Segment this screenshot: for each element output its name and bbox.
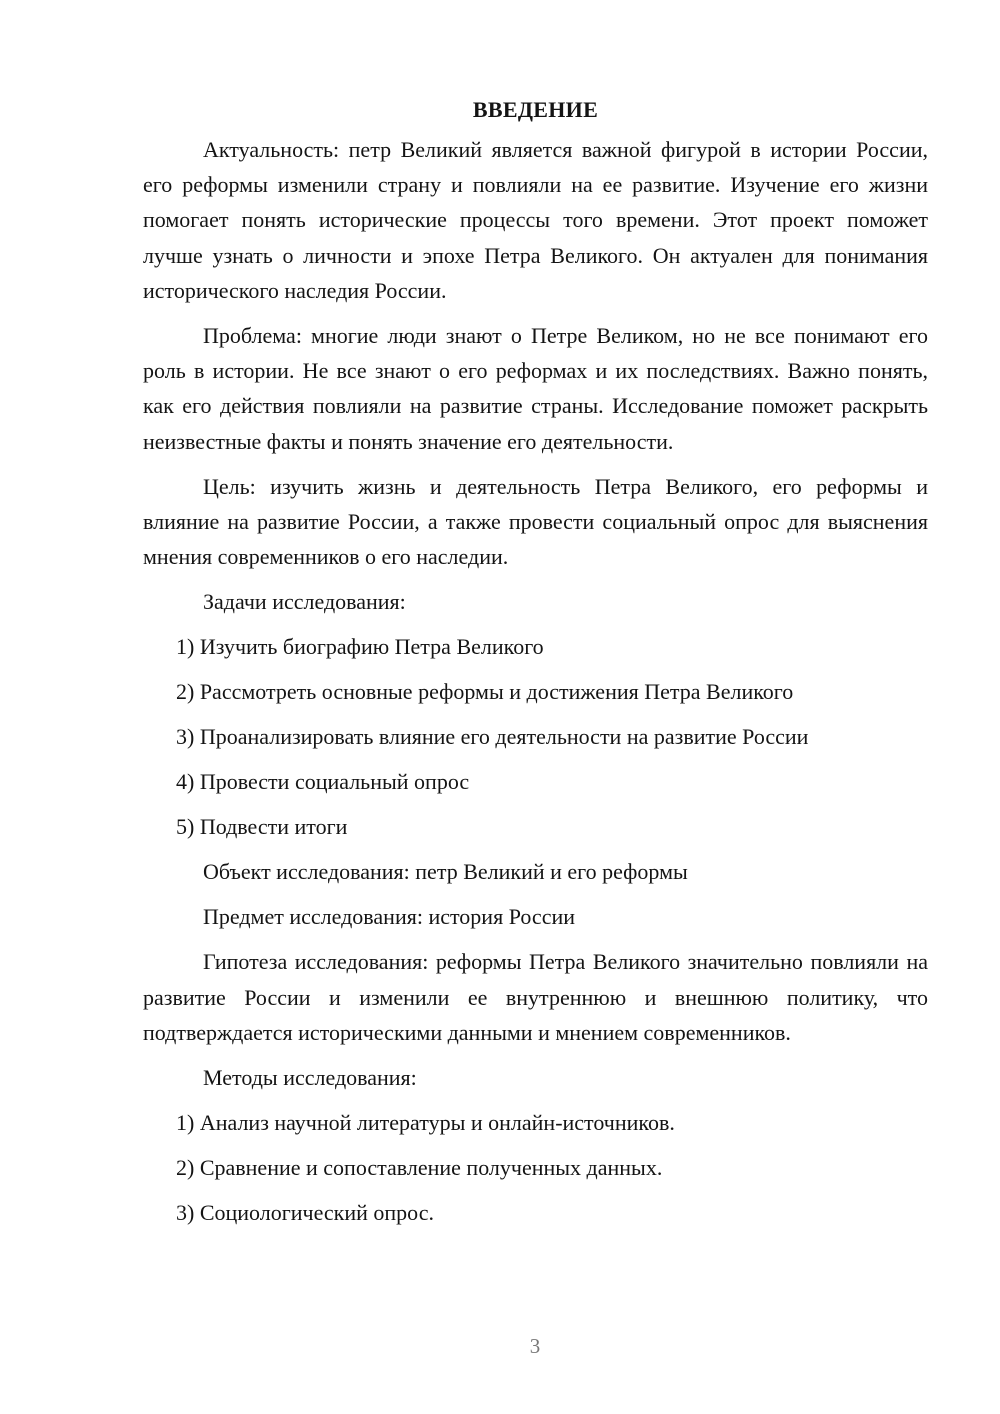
hypothesis-paragraph: Гипотеза исследования: реформы Петра Великого значительно повлияли на развитие России и изменили ее внутреннюю и внешнюю политику, что подтверждается историческими данными и мнением современников. (143, 949, 928, 1045)
research-subject: Предмет исследования: история России (203, 904, 576, 930)
method-item: 1) Анализ научной литературы и онлайн-источников. (176, 1110, 675, 1136)
problem-paragraph: Проблема: многие люди знают о Петре Великом, но не все понимают его роль в истории. Не все знают о его реформах и их последствиях. Важно понять, как его действия повлияли на развитие страны. Исследование поможет раскрыть неизвестные факты и понять значение его деятельности. (143, 323, 928, 454)
method-item: 2) Сравнение и сопоставление полученных данных. (176, 1155, 663, 1181)
task-item: 3) Проанализировать влияние его деятельности на развитие России (176, 724, 809, 750)
methods-list (143, 1105, 928, 1230)
tasks-list (143, 629, 928, 844)
relevance-paragraph: Актуальность: петр Великий является важной фигурой в истории России, его реформы изменили страну и повлияли на ее развитие. Изучение его жизни помогает понять исторические процессы того времени. Этот проект поможет лучше узнать о личности и эпохе Петра Великого. Он актуален для понимания исторического наследия России. (143, 137, 928, 303)
task-item: 1) Изучить биографию Петра Великого (176, 634, 544, 660)
methods-heading: Методы исследования: (203, 1065, 417, 1091)
page-number: 3 (529, 1334, 541, 1358)
tasks-heading: Задачи исследования: (203, 589, 406, 615)
task-item: 4) Провести социальный опрос (176, 769, 470, 795)
section-title: ВВЕДЕНИЕ (472, 97, 599, 122)
document-page (143, 94, 928, 1240)
task-item: 2) Рассмотреть основные реформы и достижения Петра Великого (176, 679, 794, 705)
goal-paragraph: Цель: изучить жизнь и деятельность Петра Великого, его реформы и влияние на развитие России, а также провести социальный опрос для выяснения мнения современников о его наследии. (143, 473, 928, 570)
method-item: 3) Социологический опрос. (176, 1200, 434, 1226)
task-item: 5) Подвести итоги (176, 814, 348, 840)
research-object: Объект исследования: петр Великий и его реформы (203, 859, 688, 885)
